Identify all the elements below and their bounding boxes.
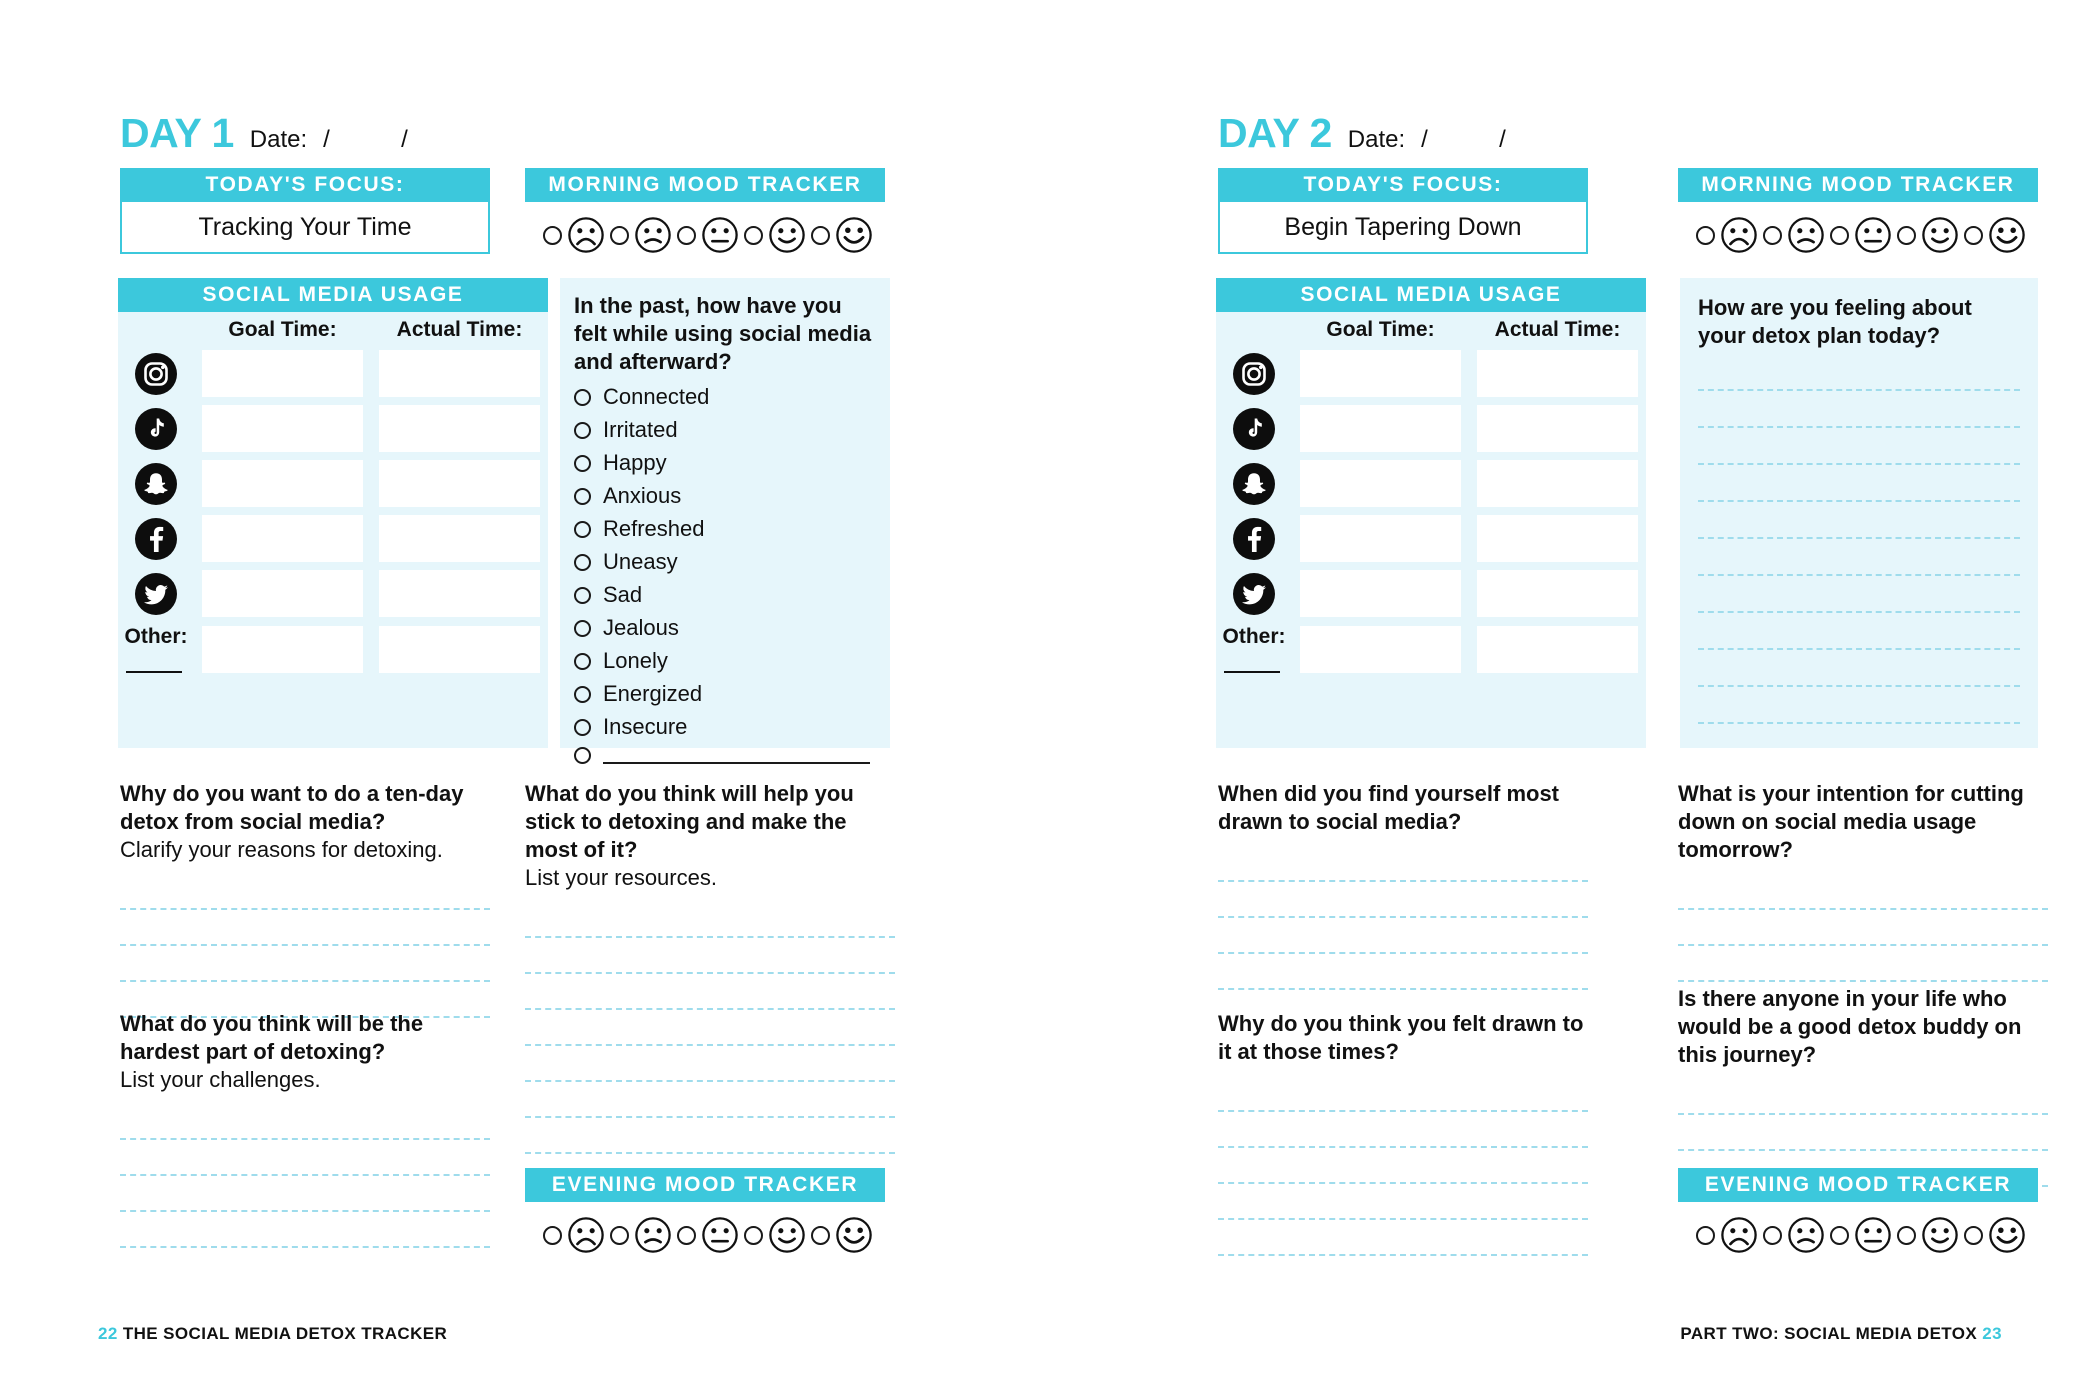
mood-option-neutral[interactable] (672, 216, 739, 254)
answer-line[interactable] (1698, 391, 2020, 428)
footer-title: PART TWO: SOCIAL MEDIA DETOX (1680, 1324, 1978, 1343)
morning-mood-tracker (1678, 168, 2038, 254)
mood-radio[interactable] (1897, 226, 1916, 245)
checkbox-radio[interactable] (574, 455, 591, 472)
mood-radio[interactable] (1964, 1226, 1983, 1245)
goal-time-input[interactable] (1300, 405, 1461, 452)
mood-option-sad[interactable] (1758, 1216, 1825, 1254)
checklist-label: Happy (603, 450, 667, 476)
goal-time-input[interactable] (202, 570, 363, 617)
answer-line[interactable] (525, 1010, 895, 1046)
goal-time-input[interactable] (1300, 460, 1461, 507)
mood-option-happy[interactable] (739, 216, 806, 254)
day-label: DAY 1 (120, 110, 234, 156)
notes-lines[interactable] (1680, 354, 2038, 724)
answer-line[interactable] (525, 1082, 895, 1118)
question-block-4 (1678, 985, 2048, 1187)
goal-time-input[interactable] (1300, 515, 1461, 562)
twitter-icon (1216, 572, 1292, 616)
mood-radio[interactable] (543, 226, 562, 245)
answer-line[interactable] (1698, 687, 2020, 724)
question-block-1 (120, 780, 490, 1018)
answer-line[interactable] (1218, 954, 1588, 990)
feelings-options (560, 384, 890, 764)
todays-focus-header: TODAY'S FOCUS: (1218, 168, 1588, 202)
answer-line[interactable] (525, 1118, 895, 1154)
mood-option-sad[interactable] (605, 1216, 672, 1254)
usage-row-twitter (1216, 570, 1646, 617)
checklist-item[interactable] (574, 549, 876, 575)
checklist-write-in[interactable] (603, 748, 870, 764)
answer-line[interactable] (1698, 576, 2020, 613)
actual-time-input[interactable] (1477, 460, 1638, 507)
face-very-sad-icon (1720, 1216, 1758, 1254)
goal-time-input[interactable] (202, 460, 363, 507)
checkbox-radio[interactable] (574, 653, 591, 670)
mood-radio[interactable] (1696, 226, 1715, 245)
face-neutral-icon (1854, 1216, 1892, 1254)
mood-option-happy[interactable] (739, 1216, 806, 1254)
question-block-1 (1218, 780, 1588, 990)
question-subtitle: Clarify your reasons for detoxing. (120, 836, 443, 862)
checklist-label: Connected (603, 384, 710, 410)
answer-line[interactable] (1218, 918, 1588, 954)
checklist-item-other[interactable] (574, 747, 876, 764)
answer-line[interactable] (120, 874, 490, 910)
snapchat-icon (1216, 462, 1292, 506)
checklist-item[interactable] (574, 681, 876, 707)
face-happy-icon (768, 1216, 806, 1254)
mood-radio[interactable] (610, 226, 629, 245)
answer-line[interactable] (120, 946, 490, 982)
answer-line[interactable] (1218, 1184, 1588, 1220)
answer-line[interactable] (1698, 428, 2020, 465)
mood-option-sad[interactable] (605, 216, 672, 254)
date-label: Date: (1347, 126, 1406, 153)
checkbox-radio[interactable] (574, 620, 591, 637)
feelings-question: In the past, how have you felt while using social media and afterward? (574, 293, 872, 375)
mood-radio[interactable] (1964, 226, 1983, 245)
todays-focus-value[interactable]: Begin Tapering Down (1218, 202, 1588, 254)
face-sad-icon (634, 1216, 672, 1254)
goal-time-input[interactable] (202, 626, 363, 673)
checklist-label: Uneasy (603, 549, 678, 575)
footer-title: THE SOCIAL MEDIA DETOX TRACKER (122, 1324, 448, 1343)
evening-mood-scale[interactable] (525, 1216, 885, 1254)
mood-option-very-sad[interactable] (538, 1216, 605, 1254)
todays-focus-value[interactable]: Tracking Your Time (120, 202, 490, 254)
other-label: Other: (1222, 625, 1286, 648)
answer-line[interactable] (1678, 946, 2048, 982)
face-very-happy-icon (1988, 216, 2026, 254)
answer-line[interactable] (1218, 1076, 1588, 1112)
footer-left (98, 1324, 447, 1344)
answer-line[interactable] (1678, 874, 2048, 910)
todays-focus-box (1218, 168, 1588, 254)
answer-line[interactable] (1698, 613, 2020, 650)
face-happy-icon (1921, 1216, 1959, 1254)
goal-time-input[interactable] (1300, 570, 1461, 617)
mood-option-very-happy[interactable] (806, 216, 873, 254)
question-block-2 (120, 1010, 490, 1248)
usage-row-instagram (1216, 350, 1646, 397)
mood-option-very-happy[interactable] (806, 1216, 873, 1254)
face-happy-icon (1921, 216, 1959, 254)
checklist-label: Irritated (603, 417, 678, 443)
checkbox-radio[interactable] (574, 587, 591, 604)
tiktok-icon (1216, 407, 1292, 451)
answer-line[interactable] (120, 1104, 490, 1140)
page-day-2 (1050, 0, 2100, 1400)
instagram-icon (1216, 352, 1292, 396)
mood-option-very-happy[interactable] (1959, 216, 2026, 254)
question-title: What do you think will help you stick to detoxing and make the most of it? (525, 781, 854, 862)
answer-lines[interactable] (1678, 874, 2048, 982)
evening-mood-header: EVENING MOOD TRACKER (525, 1168, 885, 1202)
question-subtitle: List your challenges. (120, 1066, 321, 1092)
answer-lines[interactable] (1218, 1076, 1588, 1256)
social-media-usage-header: SOCIAL MEDIA USAGE (118, 278, 548, 312)
facebook-icon (1216, 517, 1292, 561)
morning-mood-tracker (525, 168, 885, 254)
checkbox-radio[interactable] (574, 422, 591, 439)
checklist-item[interactable] (574, 582, 876, 608)
checklist-item[interactable] (574, 384, 876, 410)
face-neutral-icon (701, 1216, 739, 1254)
goal-time-input[interactable] (202, 350, 363, 397)
mood-option-neutral[interactable] (672, 1216, 739, 1254)
mood-radio[interactable] (744, 1226, 763, 1245)
actual-time-input[interactable] (379, 626, 540, 673)
answer-line[interactable] (120, 1212, 490, 1248)
mood-option-happy[interactable] (1892, 1216, 1959, 1254)
answer-line[interactable] (1678, 1115, 2048, 1151)
actual-time-input[interactable] (1477, 626, 1638, 673)
actual-time-input[interactable] (1477, 350, 1638, 397)
other-write-in[interactable] (126, 671, 182, 673)
checkbox-radio[interactable] (574, 686, 591, 703)
snapchat-icon (118, 462, 194, 506)
usage-row-other (1216, 625, 1646, 673)
checklist-label: Energized (603, 681, 703, 707)
face-very-sad-icon (567, 1216, 605, 1254)
checklist-label: Sad (603, 582, 643, 608)
usage-row-instagram (118, 350, 548, 397)
answer-line[interactable] (120, 1176, 490, 1212)
answer-lines[interactable] (120, 1104, 490, 1248)
answer-line[interactable] (120, 1140, 490, 1176)
tiktok-icon (118, 407, 194, 451)
usage-row-snapchat (118, 460, 548, 507)
question-title: Why do you want to do a ten-day detox from social media? (120, 781, 464, 834)
checkbox-radio[interactable] (574, 747, 591, 764)
usage-row-tiktok (1216, 405, 1646, 452)
checklist-label: Jealous (603, 615, 679, 641)
other-write-in[interactable] (1224, 671, 1280, 673)
detox-plan-notes-panel (1680, 278, 2038, 748)
actual-time-header: Actual Time: (396, 318, 523, 341)
answer-lines[interactable] (525, 902, 895, 1154)
mood-option-very-sad[interactable] (1691, 1216, 1758, 1254)
morning-mood-header: MORNING MOOD TRACKER (525, 168, 885, 202)
answer-line[interactable] (525, 938, 895, 974)
answer-line[interactable] (1678, 910, 2048, 946)
answer-line[interactable] (1218, 882, 1588, 918)
face-very-sad-icon (1720, 216, 1758, 254)
answer-line[interactable] (1698, 650, 2020, 687)
mood-radio[interactable] (677, 226, 696, 245)
day-label: DAY 2 (1218, 110, 1332, 156)
question-subtitle: List your resources. (525, 864, 717, 890)
checklist-label: Anxious (603, 483, 682, 509)
usage-row-snapchat (1216, 460, 1646, 507)
checkbox-radio[interactable] (574, 719, 591, 736)
checkbox-radio[interactable] (574, 554, 591, 571)
face-sad-icon (1787, 216, 1825, 254)
mood-option-very-sad[interactable] (1691, 216, 1758, 254)
mood-option-neutral[interactable] (1825, 1216, 1892, 1254)
checklist-label: Insecure (603, 714, 688, 740)
checklist-item[interactable] (574, 648, 876, 674)
morning-mood-scale[interactable] (1678, 216, 2038, 254)
answer-line[interactable] (1698, 465, 2020, 502)
page-number: 22 (98, 1324, 118, 1343)
usage-row-twitter (118, 570, 548, 617)
checkbox-radio[interactable] (574, 521, 591, 538)
day-header (1218, 110, 1508, 157)
goal-time-input[interactable] (1300, 626, 1461, 673)
face-happy-icon (768, 216, 806, 254)
mood-radio[interactable] (1763, 1226, 1782, 1245)
notes-question: How are you feeling about your detox plan today? (1698, 295, 1972, 349)
footer-right (1680, 1324, 2002, 1344)
question-title: When did you find yourself most drawn to social media? (1218, 781, 1559, 834)
day-header (120, 110, 410, 157)
morning-mood-scale[interactable] (525, 216, 885, 254)
mood-radio[interactable] (1696, 1226, 1715, 1245)
social-media-usage-header: SOCIAL MEDIA USAGE (1216, 278, 1646, 312)
mood-option-happy[interactable] (1892, 216, 1959, 254)
date-field[interactable]: / / (1421, 126, 1508, 153)
mood-option-neutral[interactable] (1825, 216, 1892, 254)
usage-row-facebook (118, 515, 548, 562)
face-sad-icon (1787, 1216, 1825, 1254)
mood-radio[interactable] (811, 1226, 830, 1245)
page-number: 23 (1982, 1324, 2002, 1343)
checklist-item[interactable] (574, 450, 876, 476)
answer-lines[interactable] (120, 874, 490, 1018)
feelings-checklist-panel (560, 278, 890, 748)
mood-option-sad[interactable] (1758, 216, 1825, 254)
usage-row-facebook (1216, 515, 1646, 562)
answer-line[interactable] (1698, 502, 2020, 539)
question-block-3 (525, 780, 895, 1154)
usage-column-headers (118, 318, 548, 342)
mood-radio[interactable] (1830, 226, 1849, 245)
goal-time-input[interactable] (202, 515, 363, 562)
evening-mood-scale[interactable] (1678, 1216, 2038, 1254)
mood-radio[interactable] (677, 1226, 696, 1245)
usage-row-other (118, 625, 548, 673)
actual-time-input[interactable] (379, 405, 540, 452)
answer-line[interactable] (525, 902, 895, 938)
mood-radio[interactable] (1897, 1226, 1916, 1245)
question-block-3 (1678, 780, 2048, 982)
face-sad-icon (634, 216, 672, 254)
question-block-2 (1218, 1010, 1588, 1256)
twitter-icon (118, 572, 194, 616)
actual-time-input[interactable] (1477, 570, 1638, 617)
checklist-item[interactable] (574, 615, 876, 641)
answer-line[interactable] (1678, 1079, 2048, 1115)
answer-line[interactable] (1698, 539, 2020, 576)
actual-time-input[interactable] (379, 570, 540, 617)
checklist-label: Refreshed (603, 516, 705, 542)
mood-option-very-sad[interactable] (538, 216, 605, 254)
checklist-label: Lonely (603, 648, 668, 674)
date-field[interactable]: / / (323, 126, 410, 153)
question-title: What do you think will be the hardest part of detoxing? (120, 1011, 424, 1064)
mood-radio[interactable] (1763, 226, 1782, 245)
answer-lines[interactable] (1218, 846, 1588, 990)
todays-focus-header: TODAY'S FOCUS: (120, 168, 490, 202)
usage-column-headers (1216, 318, 1646, 342)
answer-line[interactable] (1218, 1148, 1588, 1184)
face-very-happy-icon (835, 1216, 873, 1254)
actual-time-input[interactable] (1477, 515, 1638, 562)
answer-line[interactable] (1218, 1220, 1588, 1256)
answer-line[interactable] (525, 1046, 895, 1082)
social-media-usage-panel (1216, 278, 1646, 748)
checklist-item[interactable] (574, 714, 876, 740)
actual-time-input[interactable] (379, 515, 540, 562)
evening-mood-tracker (1678, 1168, 2038, 1254)
goal-time-input[interactable] (202, 405, 363, 452)
goal-time-input[interactable] (1300, 350, 1461, 397)
answer-line[interactable] (525, 974, 895, 1010)
question-title: What is your intention for cutting down on social media usage tomorrow? (1678, 781, 2024, 862)
checklist-item[interactable] (574, 516, 876, 542)
social-media-usage-panel (118, 278, 548, 748)
checkbox-radio[interactable] (574, 389, 591, 406)
answer-line[interactable] (1218, 1112, 1588, 1148)
answer-line[interactable] (1218, 846, 1588, 882)
question-title: Is there anyone in your life who would be a good detox buddy on this journey? (1678, 986, 2022, 1067)
facebook-icon (118, 517, 194, 561)
question-title: Why do you think you felt drawn to it at those times? (1218, 1011, 1584, 1064)
face-very-happy-icon (835, 216, 873, 254)
mood-radio[interactable] (543, 1226, 562, 1245)
evening-mood-tracker (525, 1168, 885, 1254)
actual-time-input[interactable] (379, 350, 540, 397)
face-neutral-icon (1854, 216, 1892, 254)
checklist-item[interactable] (574, 417, 876, 443)
actual-time-input[interactable] (1477, 405, 1638, 452)
other-label: Other: (124, 625, 188, 648)
answer-line[interactable] (120, 910, 490, 946)
goal-time-header: Goal Time: (228, 318, 337, 341)
mood-radio[interactable] (610, 1226, 629, 1245)
date-label: Date: (249, 126, 308, 153)
checkbox-radio[interactable] (574, 488, 591, 505)
morning-mood-header: MORNING MOOD TRACKER (1678, 168, 2038, 202)
goal-time-header: Goal Time: (1326, 318, 1435, 341)
face-very-sad-icon (567, 216, 605, 254)
checklist-item[interactable] (574, 483, 876, 509)
mood-radio[interactable] (811, 226, 830, 245)
instagram-icon (118, 352, 194, 396)
actual-time-input[interactable] (379, 460, 540, 507)
mood-radio[interactable] (1830, 1226, 1849, 1245)
answer-line[interactable] (1698, 354, 2020, 391)
actual-time-header: Actual Time: (1494, 318, 1621, 341)
mood-option-very-happy[interactable] (1959, 1216, 2026, 1254)
evening-mood-header: EVENING MOOD TRACKER (1678, 1168, 2038, 1202)
face-neutral-icon (701, 216, 739, 254)
todays-focus-box (120, 168, 490, 254)
usage-row-tiktok (118, 405, 548, 452)
face-very-happy-icon (1988, 1216, 2026, 1254)
mood-radio[interactable] (744, 226, 763, 245)
